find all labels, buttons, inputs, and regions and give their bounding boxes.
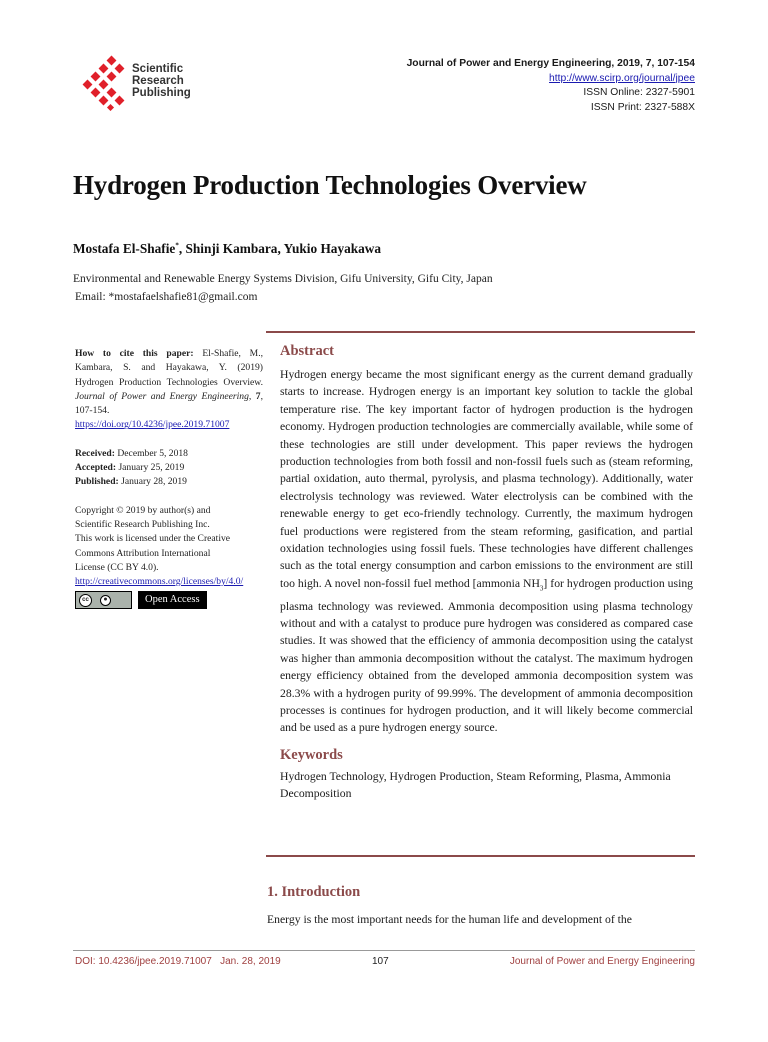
open-access-badge: Open Access: [138, 591, 207, 609]
diamond-grid-logo-icon: [75, 55, 131, 111]
received-date: December 5, 2018: [117, 447, 188, 459]
journal-url-link[interactable]: http://www.scirp.org/journal/jpee: [549, 72, 695, 84]
copyright-line: Scientific Research Publishing Inc.: [75, 518, 210, 530]
cc-by-badge[interactable]: [75, 591, 132, 609]
cc-icon: cc: [79, 594, 92, 607]
affiliation: Environmental and Renewable Energy Systems Division, Gifu University, Gifu City, Japan: [73, 273, 493, 285]
keywords-body: Hydrogen Technology, Hydrogen Production, Steam Reforming, Plasma, Ammonia Decomposition: [280, 769, 671, 801]
author-name: Mostafa El-Shafie: [73, 241, 176, 256]
publisher-name: [132, 63, 191, 99]
doi-link[interactable]: https://doi.org/10.4236/jpee.2019.71007: [75, 419, 230, 431]
issn-online: ISSN Online: 2327-5901: [583, 87, 695, 98]
abstract-text-part: Hydrogen energy became the most significant energy as the current demand gradually starts to increase. Hydrogen energy is an important key solution to tackle the global temperature rise. The key important factor of hydrogen production is the hydrogen economy. Hydrogen production technologies are commercially available, while some of these technologies are still under development. This paper reviews the hydrogen production technologies from both fossil and non-fossil fuels such as (steam reforming, partial oxidation, auto thermal, pyrolysis, and plasma technology). Additionally, water electrolysis technology was reviewed. Water electrolysis can be combined with the renewable energy to get eco-friendly technology. Currently, the maximum hydrogen fuel productions were registered from the steam reforming, gasification, and partial oxidation technologies using fossil fuels. These technologies have different challenges such as the total energy consumption and carbon emissions to the environment are still too high. A novel non-fossil fuel method [ammonia NH: [280, 368, 693, 590]
published-label: Published:: [75, 476, 119, 488]
author-list: Mostafa El-Shafie*, Shinji Kambara, Yukio Hayakawa: [73, 241, 382, 256]
received-row: [75, 447, 263, 461]
journal-citation-line: Journal of Power and Energy Engineering, 2019, 7, 107-154: [406, 58, 695, 69]
footer-doi-date: [75, 956, 281, 967]
footer-journal-name: Journal of Power and Energy Engineering: [509, 956, 695, 967]
footer-divider: [73, 950, 695, 951]
publisher-name-line: Research: [132, 75, 184, 87]
paper-title: Hydrogen Production Technologies Overview: [73, 170, 587, 200]
abstract-column: [280, 343, 693, 803]
abstract-body: [280, 366, 693, 737]
cite-pages: , 107-154.: [75, 390, 263, 417]
citation-block: [75, 347, 263, 418]
footer-doi: DOI: 10.4236/jpee.2019.71007: [75, 956, 212, 967]
accepted-date: January 25, 2019: [118, 462, 185, 474]
published-date: January 28, 2019: [121, 476, 187, 488]
author-email: Email: *mostafaelshafie81@gmail.com: [75, 291, 258, 303]
keywords-bottom-divider: [266, 855, 695, 857]
published-row: [75, 475, 263, 489]
introduction-first-line: Energy is the most important needs for the human life and development of the: [267, 913, 632, 926]
cite-volume: 7: [255, 390, 261, 402]
publisher-name-line: Scientific: [132, 63, 184, 75]
keywords-heading: Keywords: [280, 746, 343, 763]
publisher-logo: [75, 55, 205, 110]
issn-print: ISSN Print: 2327-588X: [590, 101, 695, 113]
footer-date: Jan. 28, 2019: [220, 956, 281, 967]
author-name: Yukio Hayakawa: [283, 241, 382, 256]
article-sidebar: [75, 347, 263, 609]
license-link[interactable]: http://creativecommons.org/licenses/by/4.0/: [75, 576, 244, 588]
journal-info: [407, 57, 695, 115]
publisher-name-line: Publishing: [132, 87, 191, 99]
cite-text: El-Shafie, M., Kambara, S. and Hayakawa, Y. (2019) Hydrogen Production Technologies Overview.: [75, 348, 263, 388]
received-label: Received:: [75, 447, 115, 459]
introduction-heading: 1. Introduction: [267, 884, 361, 900]
cite-journal: Journal of Power and Energy Engineering,: [75, 390, 252, 402]
copyright-line: License (CC BY 4.0).: [75, 561, 159, 573]
page-number: 107: [372, 956, 389, 967]
accepted-label: Accepted:: [75, 462, 117, 474]
copyright-line: Commons Attribution International: [75, 547, 211, 559]
abstract-top-divider: [266, 331, 695, 333]
cite-label: How to cite this paper:: [75, 348, 194, 359]
attribution-person-icon: ●: [100, 595, 111, 606]
abstract-heading: Abstract: [280, 343, 334, 359]
nh3-subscript: 3: [539, 584, 544, 593]
author-name: Shinji Kambara: [185, 241, 278, 256]
copyright-line: This work is licensed under the Creative: [75, 533, 231, 545]
corresponding-mark: *: [175, 241, 179, 250]
copyright-block: [75, 504, 263, 575]
copyright-line: Copyright © 2019 by author(s) and: [75, 504, 211, 516]
license-badges: [75, 591, 263, 609]
accepted-row: [75, 461, 263, 475]
abstract-text-part: ] for hydrogen production using plasma technology was reviewed. Ammonia decomposition using plasma technology without and with a catalyst to produce pure hydrogen was considered as compared case studies. It was showed that the efficiency of ammonia decomposition using the catalyst was higher than ammonia decomposition without the catalyst. The maximum hydrogen energy efficiency obtained from the developed ammonia decomposition system was 28.3% with a hydrogen purity of 99.99%. The development of ammonia decomposition processes is continues for hydrogen production, and it will likely become commercial and be used as a pure hydrogen energy source.: [280, 576, 694, 735]
